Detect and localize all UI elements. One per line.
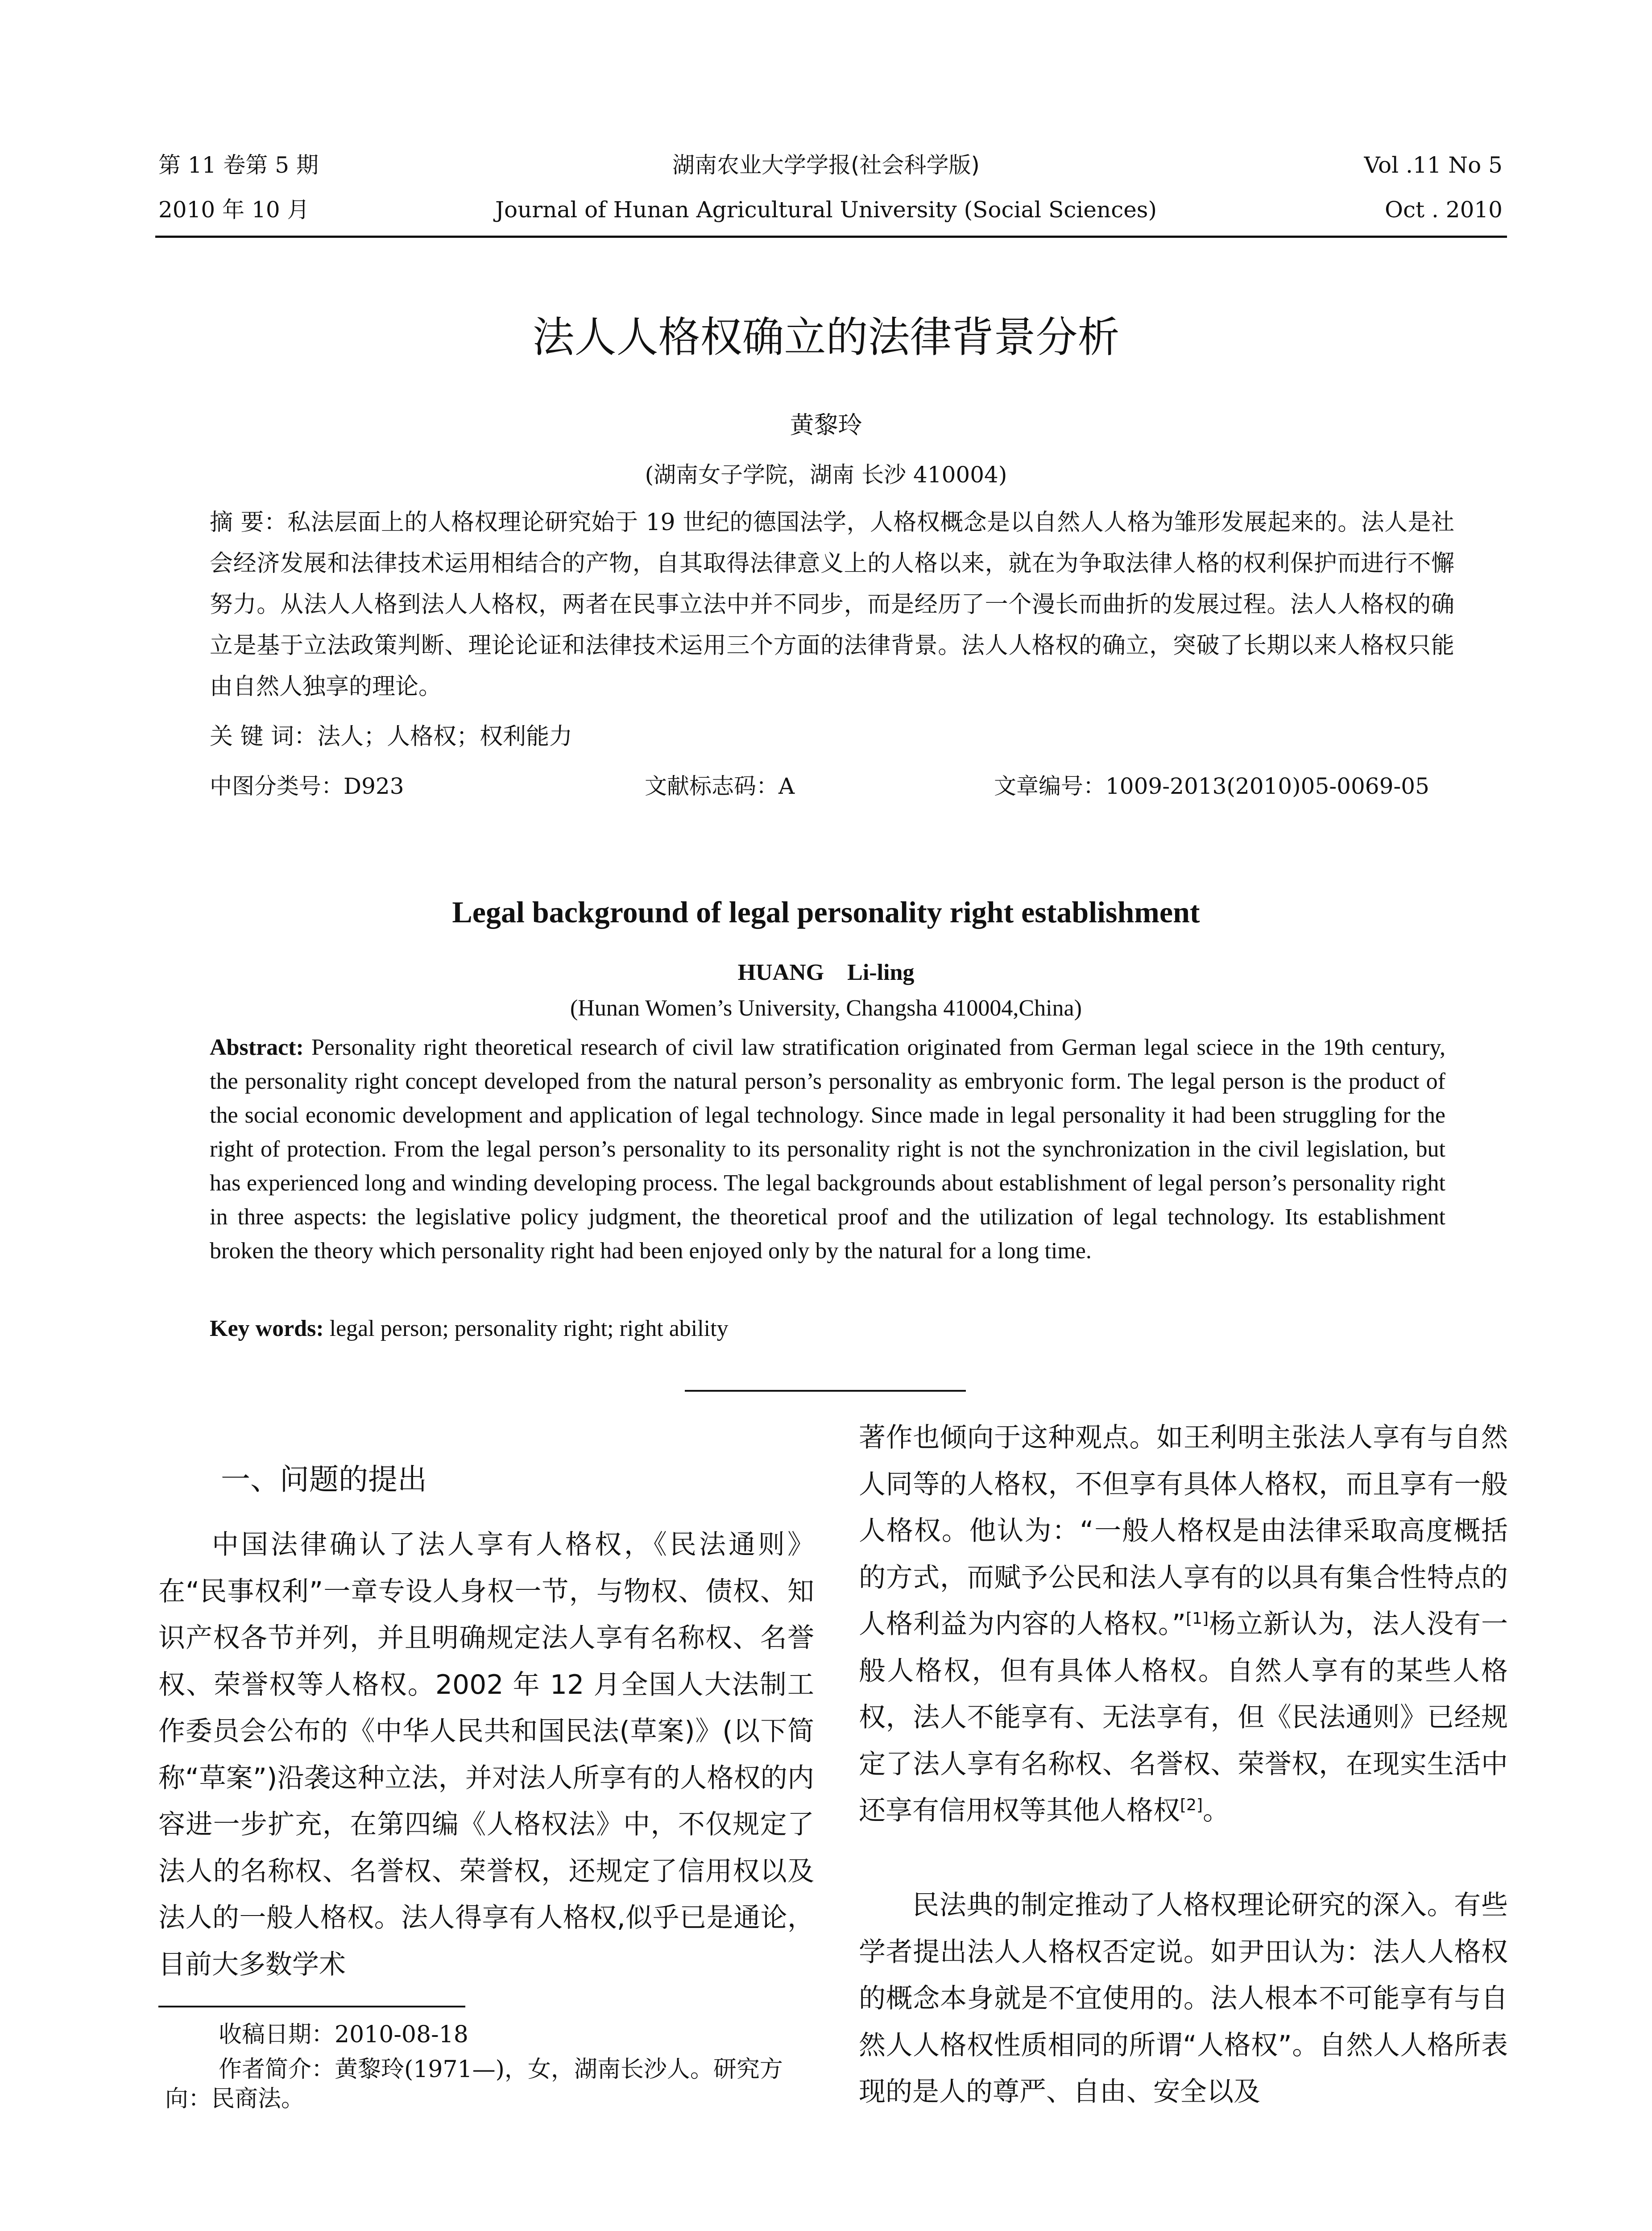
left-column-paragraph: 中国法律确认了法人享有人格权，《民法通则》在“民事权利”一章专设人身权一节，与物权、债权、知识产权各节并列，并且明确规定法人享有名称权、名誉权、荣誉权等人格权。2002 年 12 月全国人大法制工作委员会公布的《中华人民共和国民法(草案)》(以下简称“草案”)沿袭这种立法，并对法人所享有的人格权的内容进一步扩充，在第四编《人格权法》中，不仅规定了法人的名称权、名誉权、荣誉权，还规定了信用权以及法人的一般人格权。法人得享有人格权,似乎已是通论，目前大多数学术	[158, 1529, 814, 1980]
right-para1-text-c: 。	[1203, 1795, 1230, 1826]
abstract-en	[210, 1031, 1445, 1268]
author-en: HUANG Li-ling	[737, 960, 915, 985]
article-number	[994, 768, 1429, 800]
affiliation-en: (Hunan Women’s University, Changsha 410004,China)	[570, 995, 1082, 1021]
clc-value: D923	[344, 773, 404, 799]
right-para1-text-a: 著作也倾向于这种观点。如王利明主张法人享有与自然人同等的人格权，不但享有具体人格权，而且享有一般人格权。他认为：“一般人格权是由法律采取高度概括的方式，而赋予公民和法人享有的以具有集合性特点的人格利益为内容的人格权。”	[859, 1422, 1508, 1640]
right-para1-text-b: 杨立新认为，法人没有一般人格权，但有具体人格权。自然人享有的某些人格权，法人不能享有、无法享有，但《民法通则》已经规定了法人享有名称权、名誉权、荣誉权，在现实生活中还享有信用权等其他人格权	[859, 1609, 1508, 1826]
header-volume-issue-en: Vol .11 No 5	[1364, 152, 1503, 178]
document-code	[645, 768, 795, 800]
article-title-zh: 法人人格权确立的法律背景分析	[532, 313, 1120, 362]
footnote-author-bio: 作者简介：黄黎玲(1971—)，女，湖南长沙人。研究方向：民商法。	[165, 2056, 783, 2112]
citation-1[interactable]: [1]	[1186, 1609, 1209, 1628]
abstract-label-zh: 摘 要：	[210, 509, 288, 536]
header-date-zh: 2010 年 10 月	[158, 197, 310, 223]
clc-number	[210, 768, 404, 800]
article-number-label: 文章编号：	[994, 773, 1105, 799]
header-rule	[155, 236, 1507, 238]
document-code-label: 文献标志码：	[645, 773, 778, 799]
right-column-paragraph-1	[859, 1414, 1508, 1834]
header-journal-name-zh: 湖南农业大学学报(社会科学版)	[672, 152, 980, 178]
section-heading: 一、问题的提出	[221, 1462, 427, 1497]
keywords-label-zh: 关 键 词：	[210, 723, 318, 750]
article-title-en: Legal background of legal personality right establishment	[452, 895, 1200, 929]
abstract-text-zh: 私法层面上的人格权理论研究始于 19 世纪的德国法学，人格权概念是以自然人人格为雏形发展起来的。法人是社会经济发展和法律技术运用相结合的产物，自其取得法律意义上的人格以来，就在为争取法律人格的权利保护而进行不懈努力。从法人人格到法人人格权，两者在民事立法中并不同步，而是经历了一个漫长而曲折的发展过程。法人人格权的确立是基于立法政策判断、理论论证和法律技术运用三个方面的法律背景。法人人格权的确立，突破了长期以来人格权只能由自然人独享的理论。	[210, 509, 1455, 700]
keywords-label-en: Key words:	[210, 1316, 324, 1341]
affiliation-zh: (湖南女子学院，湖南 长沙 410004)	[645, 462, 1007, 488]
footnote-rule	[158, 2006, 465, 2007]
right-column-paragraph-2: 民法典的制定推动了人格权理论研究的深入。有些学者提出法人人格权否定说。如尹田认为：法人人格权的概念本身就是不宜使用的。法人根本不可能享有与自然人人格权性质相同的所谓“人格权”。自然人人格所表现的是人的尊严、自由、安全以及	[859, 1890, 1508, 2107]
abstract-zh	[210, 502, 1454, 707]
footnote-received: 收稿日期：2010-08-18	[219, 2021, 468, 2048]
article-number-value: 1009-2013(2010)05-0069-05	[1105, 773, 1429, 799]
author-zh: 黄黎玲	[790, 411, 862, 439]
abstract-divider	[685, 1390, 966, 1392]
document-code-value: A	[778, 773, 795, 799]
header-journal-name-en: Journal of Hunan Agricultural University (Social Sciences)	[495, 197, 1157, 223]
abstract-text-en: Personality right theoretical research of civil law stratification originated from German legal sciece in the 19th century, the personality right concept developed from the natural person’s personality as embryonic form. The legal person is the product of the social economic development and application of legal technology. Since made in legal personality it had been struggling for the right of protection. From the legal person’s personality to its personality right is not the synchronization in the civil legislation, but has experienced long and winding developing process. The legal backgrounds about establishment of legal person’s personality right in three aspects: the legislative policy judgment, the theoretical proof and the utilization of legal technology. Its establishment broken the theory which personality right had been enjoyed only by the natural for a long time.	[210, 1035, 1445, 1264]
keywords-text-zh: 法人；人格权；权利能力	[317, 723, 573, 750]
keywords-en	[210, 1315, 729, 1342]
header-date-en: Oct . 2010	[1384, 197, 1503, 223]
abstract-label-en: Abstract:	[210, 1035, 304, 1060]
keywords-text-en: legal person; personality right; right ability	[329, 1316, 729, 1341]
clc-label: 中图分类号：	[210, 773, 344, 799]
header-volume-issue: 第 11 卷第 5 期	[158, 152, 319, 178]
keywords-zh	[210, 717, 572, 751]
citation-2[interactable]: [2]	[1180, 1796, 1203, 1814]
